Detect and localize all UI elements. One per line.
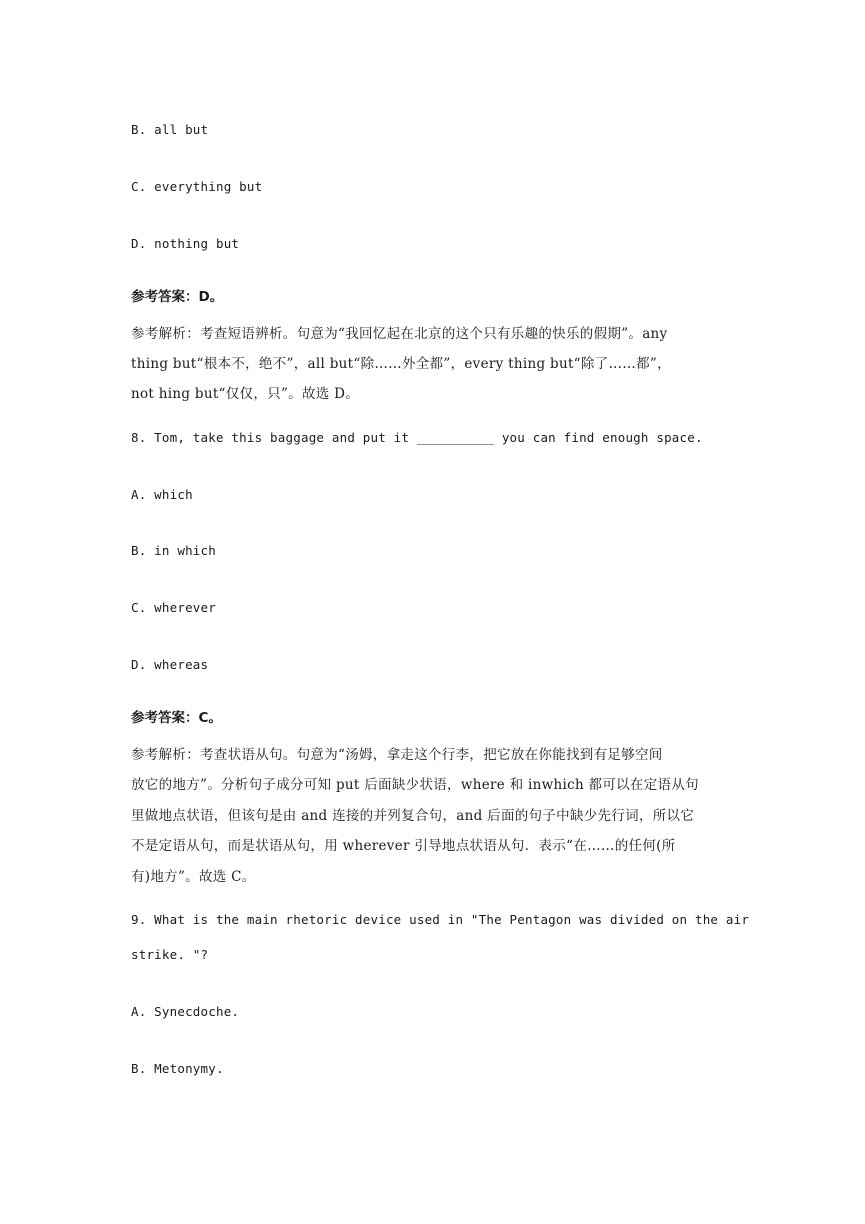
q8-option-d: D. whereas <box>131 657 209 672</box>
q7-explanation-line-2: thing but“根本不，绝不”，all but“除……外全都”，every thing but“除了……都”， <box>131 356 671 372</box>
q7-answer: 参考答案：D。 <box>131 289 224 305</box>
q9-question-line-1: 9. What is the main rhetoric device used in "The Pentagon was divided on the air <box>131 912 750 927</box>
q8-explanation-line-5: 有)地方”。故选 C。 <box>131 869 256 885</box>
q8-option-c: C. wherever <box>131 600 216 615</box>
q9-option-b: B. Metonymy. <box>131 1061 224 1076</box>
q8-question: 8. Tom, take this baggage and put it __________ you can find enough space. <box>131 430 703 445</box>
q8-explanation-line-4: 不是定语从句，而是状语从句，用 wherever 引导地点状语从句．表示“在……的任何(所 <box>131 838 676 854</box>
q9-question-line-2: strike. "? <box>131 947 209 962</box>
q7-explanation-line-3: not hing but“仅仅，只”。故选 D。 <box>131 386 360 402</box>
q8-explanation-line-1: 参考解析：考查状语从句。句意为“汤姆，拿走这个行李，把它放在你能找到有足够空间 <box>131 747 663 763</box>
q7-option-d: D. nothing but <box>131 236 240 251</box>
q9-option-a: A. Synecdoche. <box>131 1004 240 1019</box>
q8-option-a: A. which <box>131 487 193 502</box>
q7-explanation-line-1: 参考解析：考查短语辨析。句意为“我回忆起在北京的这个只有乐趣的快乐的假期”。any <box>131 326 668 342</box>
q8-explanation-line-2: 放它的地方”。分析句子成分可知 put 后面缺少状语，where 和 inwhich 都可以在定语从句 <box>131 777 699 793</box>
q8-answer: 参考答案：C。 <box>131 710 222 726</box>
q7-option-c: C. everything but <box>131 179 263 194</box>
q8-option-b: B. in which <box>131 543 216 558</box>
q8-explanation-line-3: 里做地点状语，但该句是由 and 连接的并列复合句，and 后面的句子中缺少先行词，所以它 <box>131 808 695 824</box>
q7-option-b: B. all but <box>131 122 209 137</box>
